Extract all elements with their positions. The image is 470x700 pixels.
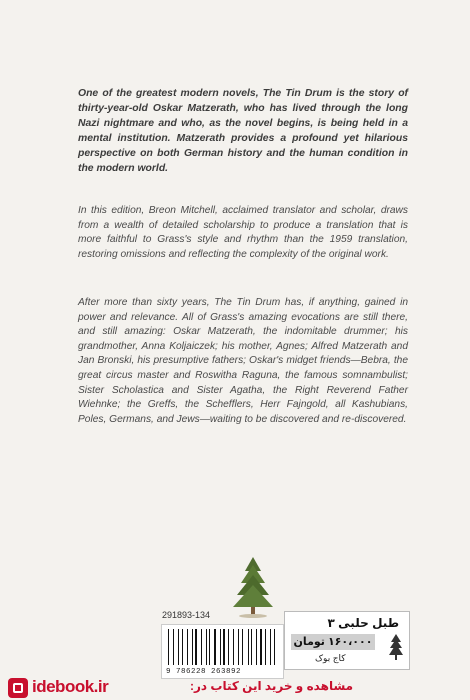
barcode-stripe [214,629,216,665]
barcode-stripe [217,629,218,665]
barcode-stripe [233,629,234,665]
barcode-stripe [251,629,252,665]
barcode-stripe [171,629,172,665]
barcode-stripe [242,629,243,665]
pine-tree-icon [389,634,403,660]
barcode-stripe [263,629,264,665]
barcode-stripe [228,629,229,665]
barcode-number: 291893-134 [162,610,211,620]
barcode-stripe [193,629,194,665]
barcode-stripe [244,629,245,665]
barcode-stripe [222,629,223,665]
watermark-slogan: مشاهده و خرید این کتاب در: [190,679,354,693]
pine-tree-icon [230,555,276,619]
barcode-stripe [248,629,249,665]
blurb-paragraph-2: In this edition, Breon Mitchell, acclaimed translator and scholar, draws from a wealth of detailed scholarship to produce a translation that is more faithful to Grass's style and rhythm than the 1959 translation, restoring omissions and reflecting the complexity of the original work. [78,205,408,260]
sticker-seller: کاج بوک [315,653,346,663]
barcode-stripe [168,629,169,665]
barcode-stripe [235,629,237,665]
barcode-stripe [203,629,204,665]
barcode-stripe [206,629,207,665]
barcode-stripe [178,629,179,665]
barcode-stripe [195,629,197,665]
watermark [0,676,470,700]
barcode-stripe [271,629,272,665]
barcode-stripe [223,629,224,665]
barcode-stripe [253,629,254,665]
barcode-stripe [276,629,277,665]
barcode-stripe [192,629,193,665]
barcode-stripe [274,629,275,665]
barcode-stripe [220,629,221,665]
barcode-stripe [199,629,200,665]
barcode-stripe [240,629,241,665]
barcode-stripe [182,629,183,665]
blurb-paragraph-3: After more than sixty years, The Tin Drum has, if anything, gained in power and relevance. All of Grass's amazing evocations are still there, and still amazing: Oskar Matzerath, the indomitable drummer; his grandmother, Anna Koljaiczek; his mother, Agnes; Alfred Matzerath and Jan Bronski, his presumptive fathers; Oskar's midget friends—Bebra, the great circus master and Roswitha Raguna, the famous somnambulist; Sister Scholastica and Sister Agatha, the Right Reverend Father Wiehnke; the Greffs, the Schefflers, Herr Fajngold, all Kashubians, Poles, Germans, and Jews—waiting to be discovered and re-discovered. [78,297,408,425]
barcode-stripe [173,629,174,665]
barcode-stripe [212,629,213,665]
barcode-stripe [189,629,190,665]
barcode-stripe [175,629,176,665]
sticker-price: ۱۶۰،۰۰۰ تومان [291,634,375,650]
barcode-stripe [256,629,257,665]
barcode-stripe [227,629,228,665]
barcode-stripe [267,629,268,665]
book-logo-icon [8,678,28,698]
barcode-stripe [238,629,239,665]
watermark-brand: idebook.ir [32,677,109,696]
barcode-stripe [185,629,186,665]
sticker-title: طبل حلبی ۳ [327,616,399,630]
barcode-stripe [260,629,262,665]
barcode-stripe [201,629,202,665]
barcode-digits: 9 786228 263892 [166,668,242,676]
barcode-stripe [187,629,188,665]
barcode-stripe [209,629,210,665]
price-sticker [284,611,410,670]
barcode-stripe [180,629,182,665]
barcode-stripe [208,629,209,665]
barcode-stripe [270,629,271,665]
barcode-stripe [257,629,258,665]
blurb-paragraph-1: One of the greatest modern novels, The Tin Drum is the story of thirty-year-old Oskar Matzerath, who has lived through the long Nazi nightmare and who, as the novel begins, is being held in a mental institution. Matzerath provides a profound yet hilarious perspective on both German history and the human condition in the modern world. [78,88,408,174]
barcode [161,624,284,679]
barcode-icon [168,629,278,665]
barcode-stripe [249,629,250,665]
barcode-stripe [230,629,231,665]
barcode-stripe [265,629,266,665]
